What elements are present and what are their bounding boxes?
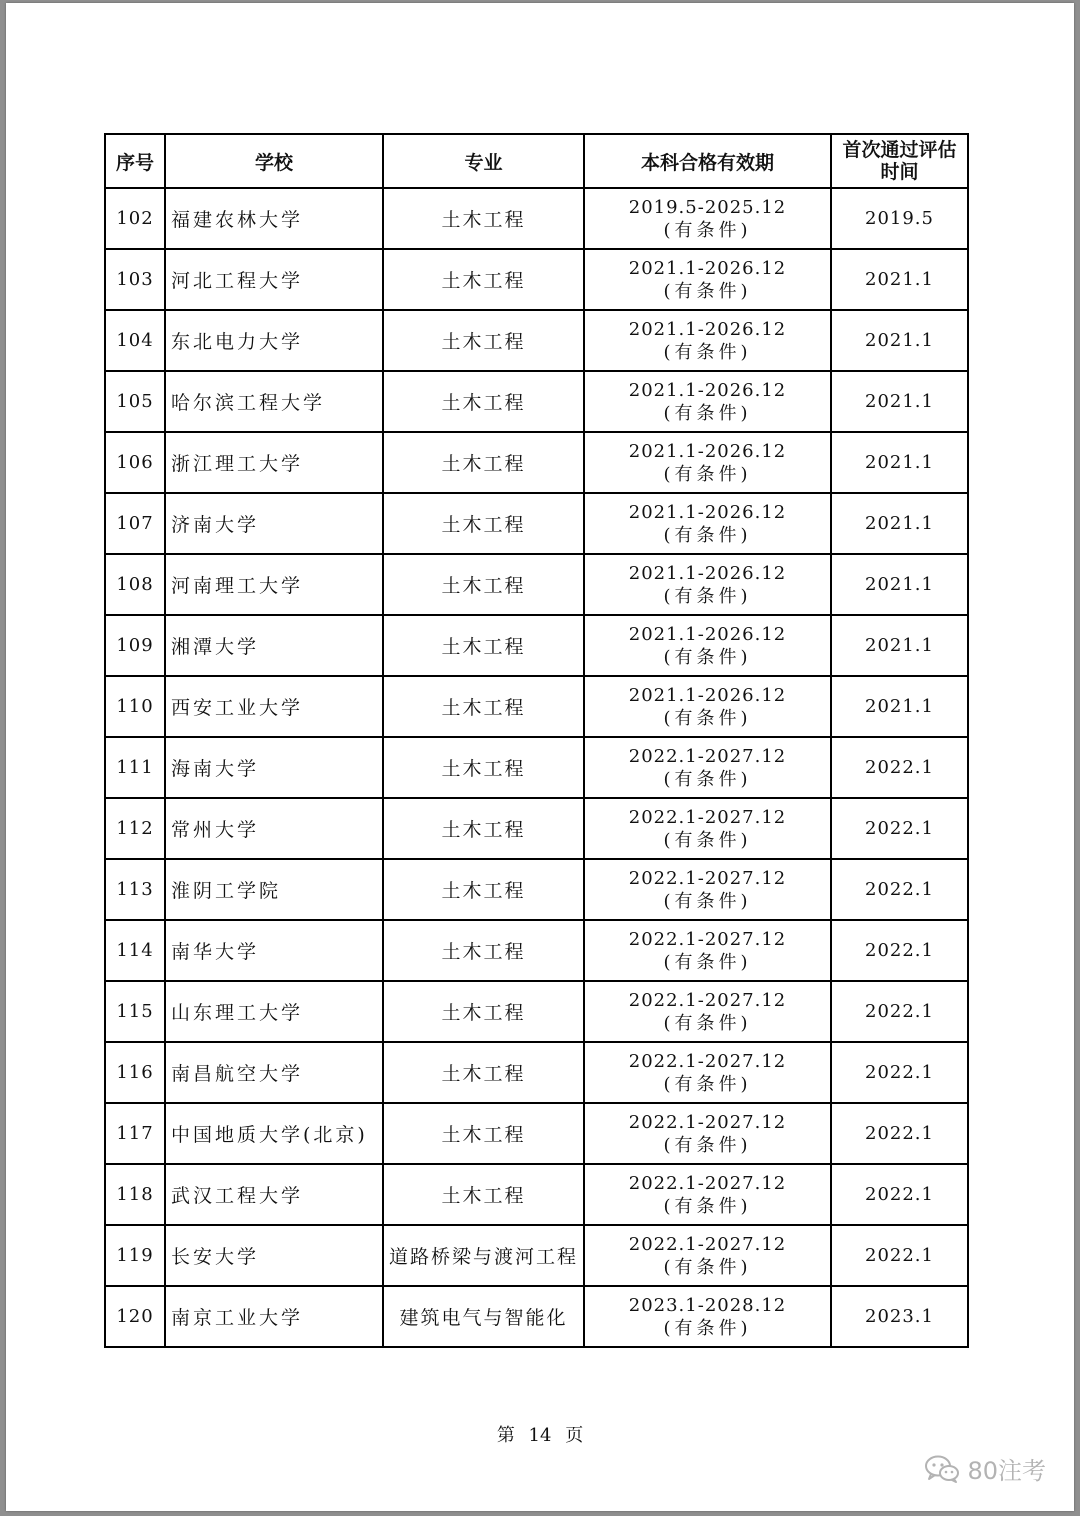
cell-school: 河北工程大学 [165,249,383,310]
period-range: 2022.1-2027.12 [628,989,787,1011]
cell-school: 淮阴工学院 [165,859,383,920]
table-row [105,310,968,371]
cell-seq: 114 [105,920,165,981]
cell-major: 土木工程 [383,737,584,798]
cell-major: 土木工程 [383,798,584,859]
period-range: 2021.1-2026.12 [628,562,787,584]
table-row [105,798,968,859]
document-page [6,3,1074,1511]
cell-seq: 109 [105,615,165,676]
cell-first-pass: 2021.1 [831,676,968,737]
period-condition: (有条件) [663,585,752,607]
cell-period [584,1042,831,1103]
table-row [105,371,968,432]
period-range: 2022.1-2027.12 [628,1233,787,1255]
period-range: 2021.1-2026.12 [628,684,787,706]
cell-first-pass: 2021.1 [831,310,968,371]
cell-seq: 111 [105,737,165,798]
cell-school: 武汉工程大学 [165,1164,383,1225]
accreditation-table [104,133,969,1348]
cell-seq: 118 [105,1164,165,1225]
cell-first-pass: 2022.1 [831,1042,968,1103]
table-row [105,676,968,737]
table-row [105,1164,968,1225]
period-condition: (有条件) [663,707,752,729]
cell-school: 南华大学 [165,920,383,981]
period-range: 2022.1-2027.12 [628,1172,787,1194]
cell-major: 土木工程 [383,676,584,737]
table-row [105,432,968,493]
header-major: 专业 [383,134,584,188]
cell-school: 山东理工大学 [165,981,383,1042]
cell-seq: 117 [105,1103,165,1164]
table-row [105,1225,968,1286]
period-range: 2022.1-2027.12 [628,1050,787,1072]
table-row [105,188,968,249]
cell-school: 南昌航空大学 [165,1042,383,1103]
period-condition: (有条件) [663,1256,752,1278]
cell-school: 海南大学 [165,737,383,798]
cell-period [584,249,831,310]
cell-period [584,554,831,615]
period-condition: (有条件) [663,768,752,790]
watermark-text: 80注考 [967,1457,1046,1485]
cell-period [584,1103,831,1164]
footer-suffix: 页 [565,1425,584,1446]
cell-first-pass: 2022.1 [831,737,968,798]
cell-major: 土木工程 [383,859,584,920]
period-condition: (有条件) [663,524,752,546]
cell-major: 土木工程 [383,371,584,432]
cell-school: 南京工业大学 [165,1286,383,1347]
period-range: 2022.1-2027.12 [628,1111,787,1133]
cell-seq: 102 [105,188,165,249]
page-footer [6,1421,1074,1447]
table-row [105,920,968,981]
cell-major: 土木工程 [383,1164,584,1225]
period-condition: (有条件) [663,951,752,973]
cell-period [584,371,831,432]
cell-period [584,310,831,371]
table-row [105,859,968,920]
header-first-pass-line2: 时间 [880,161,919,183]
cell-period [584,1164,831,1225]
cell-seq: 110 [105,676,165,737]
cell-period [584,1225,831,1286]
cell-major: 土木工程 [383,310,584,371]
cell-period [584,432,831,493]
cell-period [584,188,831,249]
period-condition: (有条件) [663,1073,752,1095]
cell-major: 土木工程 [383,554,584,615]
period-range: 2019.5-2025.12 [628,196,787,218]
cell-first-pass: 2023.1 [831,1286,968,1347]
header-first-pass [831,134,968,188]
cell-first-pass: 2022.1 [831,920,968,981]
cell-seq: 112 [105,798,165,859]
cell-school: 哈尔滨工程大学 [165,371,383,432]
cell-major: 建筑电气与智能化 [383,1286,584,1347]
period-condition: (有条件) [663,280,752,302]
table-body [105,188,968,1347]
cell-period [584,737,831,798]
cell-major: 土木工程 [383,981,584,1042]
period-range: 2023.1-2028.12 [628,1294,787,1316]
period-condition: (有条件) [663,1134,752,1156]
cell-seq: 105 [105,371,165,432]
period-range: 2021.1-2026.12 [628,440,787,462]
cell-first-pass: 2022.1 [831,798,968,859]
period-range: 2021.1-2026.12 [628,318,787,340]
cell-seq: 119 [105,1225,165,1286]
cell-major: 土木工程 [383,188,584,249]
table-row [105,981,968,1042]
table-header-row [105,134,968,188]
period-condition: (有条件) [663,829,752,851]
table-row [105,493,968,554]
cell-first-pass: 2021.1 [831,249,968,310]
cell-first-pass: 2019.5 [831,188,968,249]
cell-seq: 107 [105,493,165,554]
cell-school: 西安工业大学 [165,676,383,737]
header-first-pass-line1: 首次通过评估 [842,139,957,161]
cell-first-pass: 2021.1 [831,432,968,493]
cell-first-pass: 2022.1 [831,981,968,1042]
period-condition: (有条件) [663,402,752,424]
cell-major: 土木工程 [383,920,584,981]
watermark [923,1451,1046,1486]
cell-school: 长安大学 [165,1225,383,1286]
cell-period [584,920,831,981]
cell-first-pass: 2022.1 [831,1164,968,1225]
period-condition: (有条件) [663,890,752,912]
cell-school: 河南理工大学 [165,554,383,615]
table-row [105,1042,968,1103]
cell-seq: 108 [105,554,165,615]
cell-period [584,493,831,554]
wechat-icon [923,1454,961,1484]
period-condition: (有条件) [663,1317,752,1339]
cell-seq: 120 [105,1286,165,1347]
period-range: 2022.1-2027.12 [628,745,787,767]
header-period: 本科合格有效期 [584,134,831,188]
period-condition: (有条件) [663,341,752,363]
cell-first-pass: 2021.1 [831,615,968,676]
cell-major: 道路桥梁与渡河工程 [383,1225,584,1286]
cell-major: 土木工程 [383,493,584,554]
footer-prefix: 第 [496,1425,515,1446]
cell-seq: 106 [105,432,165,493]
cell-seq: 104 [105,310,165,371]
cell-seq: 113 [105,859,165,920]
cell-seq: 116 [105,1042,165,1103]
cell-major: 土木工程 [383,1103,584,1164]
cell-period [584,1286,831,1347]
period-condition: (有条件) [663,463,752,485]
table-row [105,249,968,310]
period-range: 2021.1-2026.12 [628,623,787,645]
cell-school: 湘潭大学 [165,615,383,676]
cell-first-pass: 2022.1 [831,1225,968,1286]
cell-major: 土木工程 [383,432,584,493]
period-condition: (有条件) [663,219,752,241]
cell-major: 土木工程 [383,1042,584,1103]
cell-first-pass: 2022.1 [831,859,968,920]
period-range: 2021.1-2026.12 [628,379,787,401]
cell-school: 东北电力大学 [165,310,383,371]
cell-period [584,615,831,676]
cell-major: 土木工程 [383,615,584,676]
table-row [105,1286,968,1347]
period-condition: (有条件) [663,1012,752,1034]
cell-school: 福建农林大学 [165,188,383,249]
page-number: 14 [528,1425,552,1446]
table-row [105,615,968,676]
header-seq: 序号 [105,134,165,188]
cell-first-pass: 2021.1 [831,493,968,554]
table-row [105,737,968,798]
cell-period [584,798,831,859]
header-school: 学校 [165,134,383,188]
cell-first-pass: 2021.1 [831,371,968,432]
cell-school: 中国地质大学(北京) [165,1103,383,1164]
period-condition: (有条件) [663,646,752,668]
cell-school: 常州大学 [165,798,383,859]
cell-period [584,859,831,920]
table-row [105,554,968,615]
cell-seq: 103 [105,249,165,310]
cell-period [584,676,831,737]
period-range: 2021.1-2026.12 [628,257,787,279]
table-row [105,1103,968,1164]
period-condition: (有条件) [663,1195,752,1217]
period-range: 2022.1-2027.12 [628,806,787,828]
period-range: 2021.1-2026.12 [628,501,787,523]
period-range: 2022.1-2027.12 [628,867,787,889]
cell-period [584,981,831,1042]
period-range: 2022.1-2027.12 [628,928,787,950]
cell-major: 土木工程 [383,249,584,310]
cell-school: 浙江理工大学 [165,432,383,493]
cell-first-pass: 2022.1 [831,1103,968,1164]
cell-seq: 115 [105,981,165,1042]
cell-school: 济南大学 [165,493,383,554]
cell-first-pass: 2021.1 [831,554,968,615]
